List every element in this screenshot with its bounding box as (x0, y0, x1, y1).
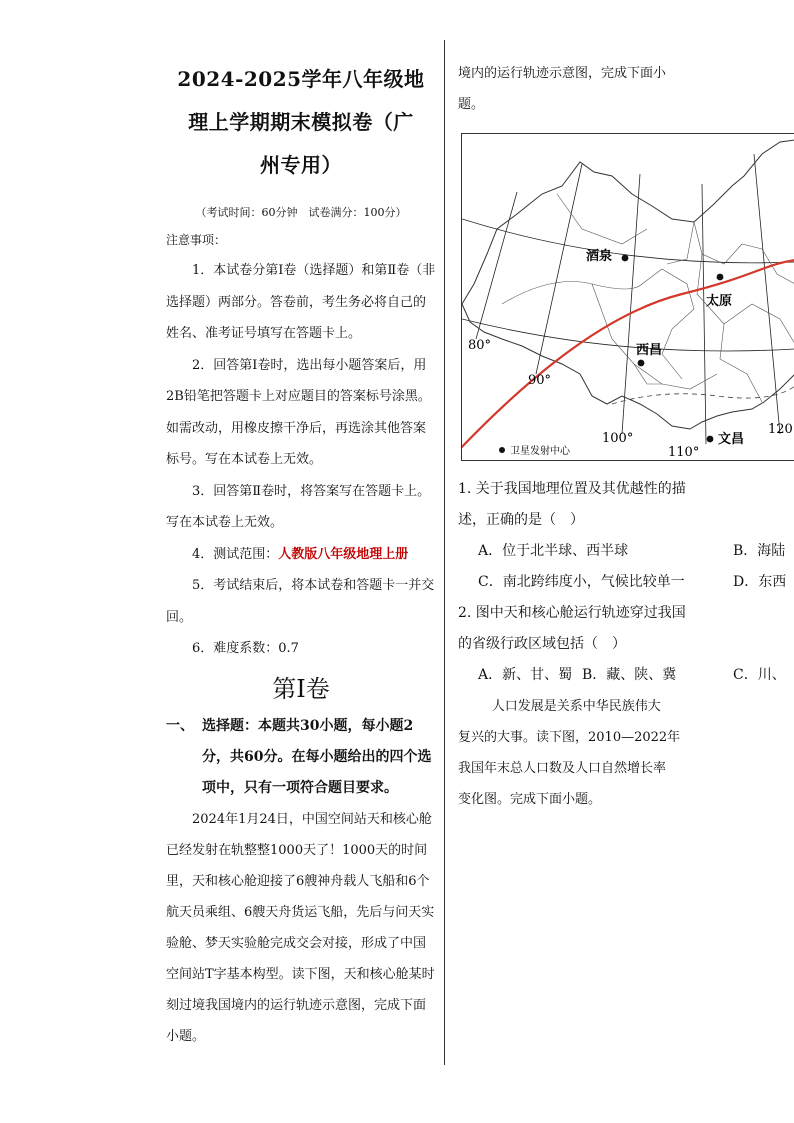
city-label-xichang: 西昌 (636, 343, 663, 358)
longitude-line (622, 174, 640, 434)
passage-space-station-text: 2024年1月24日，中国空间站天和核心舱已经发射在轨整整1000天了！1000天的时间里，天和核心舱迎接了6艘神舟载人飞船和6个航天员乘组、6艘天舟货运飞船，先后与问天实验舱、梦天实验舱完成交会对接，形成了中国空间站T字基本构型。读下图，天和核心舱某时刻过境我国境内的运行轨迹示意图，完成下面小题。 (166, 811, 435, 1044)
notice-2: 2．回答第Ⅰ卷时，选出每小题答案后，用2B铅笔把答题卡上对应题目的答案标号涂黑。如需改动，用橡皮擦干净后，再选涂其他答案标号。写在本试卷上无效。 (166, 357, 431, 467)
province-boundary (667, 222, 694, 264)
passage-tail-line-2: 题。 (458, 97, 485, 112)
xichang-dot (638, 360, 645, 367)
exam-info: （考试时间：60分钟 试卷满分：100分） (195, 206, 407, 219)
q1-option-c[interactable]: C．南北跨纬度小，气候比较单一 (478, 574, 685, 590)
province-boundary (502, 282, 642, 305)
test-scope: 人教版八年级地理上册 (278, 546, 409, 562)
lon-label-110: 110° (668, 445, 700, 460)
city-label-wenchang: 文昌 (718, 432, 745, 447)
legend-label: 卫星发射中心 (510, 446, 570, 457)
orbit-map-svg (462, 134, 794, 460)
city-label-jiuquan: 酒泉 (586, 249, 613, 264)
q1-options-row-1 (458, 536, 794, 567)
jiuquan-dot (622, 255, 629, 262)
passage-population-line-4: 变化图。完成下面小题。 (458, 792, 602, 807)
passage-space-station (166, 804, 436, 1052)
orbit-track (462, 259, 794, 452)
exam-title-line-2: 理上学期期末模拟卷（广 (188, 110, 414, 134)
q2-stem-line-1: 2. 图中天和核心舱运行轨迹穿过我国 (458, 605, 686, 621)
notice-title: 注意事项： (166, 233, 227, 247)
notice-4-prefix: 4．测试范围： (192, 546, 279, 562)
left-column (166, 58, 436, 1052)
q1-stem-line-2: 述，正确的是（ ） (458, 512, 584, 528)
q1-option-a[interactable]: A．位于北半球、西半球 (478, 543, 629, 559)
lon-label-100: 100° (602, 431, 634, 446)
legend-dot (499, 447, 505, 453)
orbit-map (461, 133, 794, 461)
part-instruction-text: 选择题：本题共30小题，每小题2分，共60分。在每小题给出的四个选项中，只有一项符合题目要求。 (202, 717, 432, 796)
passage-population-line-1: 人口发展是关系中华民族伟大 (491, 699, 661, 714)
column-divider (444, 40, 445, 1065)
longitude-line (702, 184, 706, 444)
longitude-line (536, 164, 582, 374)
province-boundary (642, 269, 694, 379)
notice-1: 1．本试卷分第Ⅰ卷（选择题）和第Ⅱ卷（非选择题）两部分。答卷前，考生务必将自己的姓名、准考证号填写在答题卡上。 (166, 263, 436, 341)
china-outline (462, 140, 794, 429)
section-title: 第Ⅰ卷 (272, 674, 330, 703)
part-instruction (166, 711, 436, 804)
exam-title-line-3: 州专用） (260, 153, 342, 177)
lon-label-80: 80° (468, 338, 492, 353)
dashed-boundary (612, 386, 794, 404)
notice-5: 5．考试结束后，将本试卷和答题卡一并交回。 (166, 578, 435, 625)
latitude-line (462, 219, 794, 263)
city-label-taiyuan: 太原 (706, 294, 733, 309)
part-number: 一、 (166, 717, 194, 734)
q1-option-b[interactable]: B．海陆 (733, 543, 786, 559)
notice-6: 6．难度系数：0.7 (192, 641, 299, 656)
lon-label-90: 90° (528, 373, 552, 388)
wenchang-dot (707, 436, 714, 443)
questions-block (458, 474, 794, 815)
province-boundary (592, 284, 662, 384)
q1-options-row-2 (458, 567, 794, 598)
q2-option-c[interactable]: C．川、 (733, 667, 786, 683)
notice-3: 3．回答第Ⅱ卷时，将答案写在答题卡上。写在本试卷上无效。 (166, 483, 431, 530)
passage-population-line-3: 我国年末总人口数及人口自然增长率 (458, 761, 667, 776)
province-boundary (557, 194, 647, 244)
q2-option-b[interactable]: B．藏、陕、冀 (582, 667, 677, 683)
q2-stem-line-2: 的省级行政区域包括（ ） (458, 636, 626, 652)
q1-option-d[interactable]: D．东西 (733, 574, 787, 590)
province-boundary (720, 324, 762, 402)
q2-option-a[interactable]: A．新、甘、蜀 (478, 667, 573, 683)
passage-population-line-2: 复兴的大事。读下图，2010—2022年 (458, 730, 681, 745)
taiyuan-dot (717, 274, 724, 281)
passage-tail-line-1: 境内的运行轨迹示意图，完成下面小 (458, 66, 667, 81)
q2-options-row-1 (458, 660, 794, 691)
notice-4 (166, 539, 436, 571)
exam-title-line-1: 2024-2025学年八年级地 (177, 67, 425, 91)
q1-stem-line-1: 1. 关于我国地理位置及其优越性的描 (458, 481, 686, 497)
right-column (458, 58, 794, 120)
lon-label-120: 120 (768, 422, 793, 437)
